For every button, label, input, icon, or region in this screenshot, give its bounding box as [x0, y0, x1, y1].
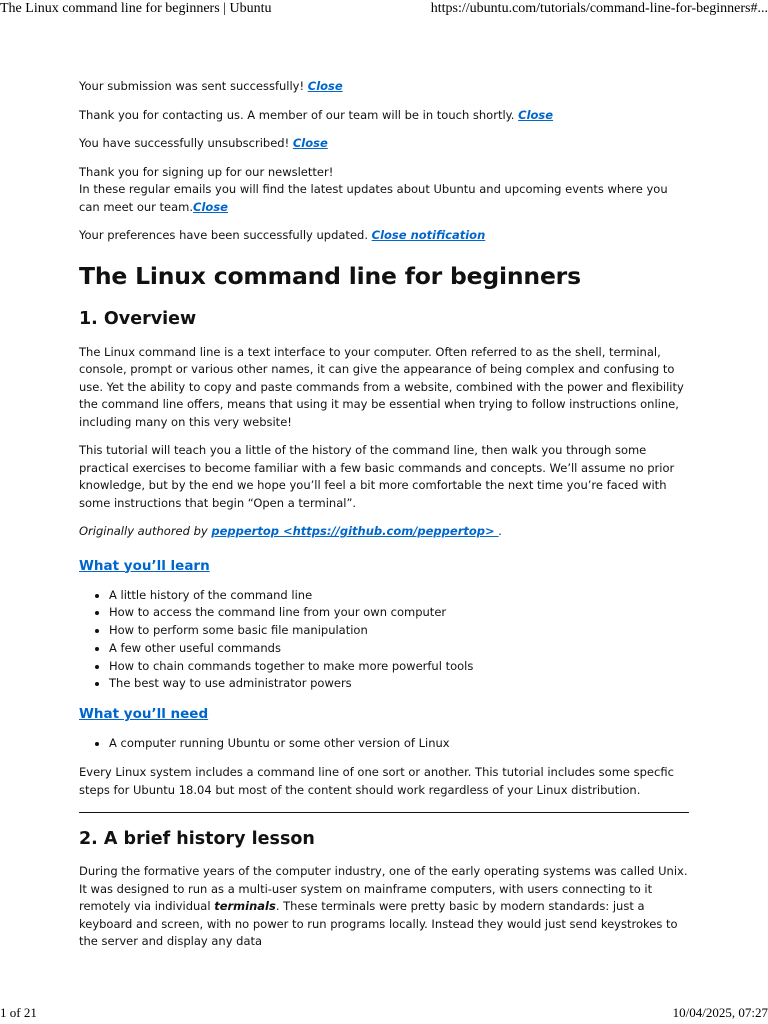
- notice-newsletter: [79, 164, 689, 217]
- print-header-title: The Linux command line for beginners | Ubuntu: [0, 1, 272, 16]
- learn-heading-label[interactable]: What you’ll learn: [79, 557, 210, 574]
- notice-contact: [79, 107, 689, 125]
- history-text: . These terminals were pretty basic by modern standards: just a keyboard and screen, with no power to run programs locally. Instead they would just send keystrokes to the server and display any data: [79, 899, 678, 949]
- print-header-url: https://ubuntu.com/tutorials/command-line-for-beginners#...: [430, 1, 768, 16]
- author-prefix: Originally authored by: [79, 524, 212, 538]
- learn-heading: [79, 556, 689, 576]
- page-title: The Linux command line for beginners: [79, 261, 581, 290]
- learn-list: [79, 587, 689, 694]
- list-item: • A few other useful commands: [109, 640, 689, 658]
- list-item: • How to access the command line from your own computer: [109, 604, 689, 622]
- page-number: 1 of 21: [0, 1005, 37, 1020]
- list-item: • A little history of the command line: [109, 587, 689, 605]
- section-heading-history: 2. A brief history lesson: [79, 829, 315, 850]
- close-link[interactable]: Close: [292, 136, 328, 150]
- close-link[interactable]: Close: [518, 107, 554, 122]
- notice-text: You have successfully unsubscribed!: [79, 136, 293, 150]
- author-link[interactable]: peppertop <https://github.com/peppertop>: [211, 524, 499, 538]
- close-notification-link[interactable]: Close notification: [371, 228, 486, 242]
- section-divider: [79, 812, 689, 813]
- need-heading: [79, 704, 689, 724]
- notice-text-line1: Thank you for signing up for our newsletter!: [79, 164, 334, 179]
- article-content: [79, 78, 689, 962]
- section-heading-overview: 1. Overview: [79, 308, 197, 329]
- overview-paragraph: The Linux command line is a text interface to your computer. Often referred to as the shell, terminal, console, prompt or various other names, it can give the appearance of being complex and confusing to use. Yet the ability to copy and paste commands from a website, combined with the power and flexibility the command line offers, means that using it may be essential when trying to follow instructions online, including many on this very website!: [79, 344, 684, 429]
- list-item: • The best way to use administrator powers: [109, 675, 689, 693]
- history-section: [79, 827, 689, 951]
- notice-text-line2: In these regular emails you will find the latest updates about Ubuntu and upcoming events where you can meet our team.: [79, 182, 668, 214]
- terminals-term: terminals: [214, 899, 276, 914]
- list-item: • A computer running Ubuntu or some other version of Linux: [109, 735, 689, 753]
- list-item: • How to chain commands together to make more powerful tools: [109, 658, 689, 676]
- history-paragraph: [79, 863, 689, 951]
- need-list: [79, 735, 689, 753]
- history-text: During the formative years of the computer industry, one of the early operating systems was called Unix. It was designed to run as a multi-user system on mainframe computers, with users connecting to it remotely via individual: [79, 864, 688, 914]
- print-header: [0, 0, 768, 20]
- print-date: 10/04/2025, 07:27: [672, 1005, 768, 1020]
- list-item: • How to perform some basic file manipulation: [109, 622, 689, 640]
- close-link[interactable]: Close: [307, 79, 343, 93]
- notice-text: Your preferences have been successfully updated.: [79, 228, 372, 242]
- notice-unsubscribed: [79, 135, 689, 153]
- print-footer: [0, 1004, 768, 1024]
- author-suffix: .: [498, 524, 503, 538]
- author-credit: [79, 523, 689, 541]
- overview-paragraph: Every Linux system includes a command line of one sort or another. This tutorial includes some specfic steps for Ubuntu 18.04 but most of the content should work regardless of your Linux distribution.: [79, 765, 674, 797]
- notice-submission: [79, 78, 689, 96]
- notice-preferences: [79, 227, 689, 245]
- need-heading-label[interactable]: What you’ll need: [79, 706, 209, 723]
- notice-text: Your submission was sent successfully!: [79, 79, 308, 93]
- notice-text: Thank you for contacting us. A member of our team will be in touch shortly.: [79, 107, 519, 122]
- overview-paragraph: This tutorial will teach you a little of the history of the command line, then walk you through some practical exercises to become familiar with a few basic commands and concepts. We’ll assume no prior knowledge, but by the end we hope you’ll feel a bit more comfortable the next time you’re faced with some instructions that begin “Open a terminal”.: [79, 443, 675, 510]
- close-link[interactable]: Close: [193, 199, 228, 214]
